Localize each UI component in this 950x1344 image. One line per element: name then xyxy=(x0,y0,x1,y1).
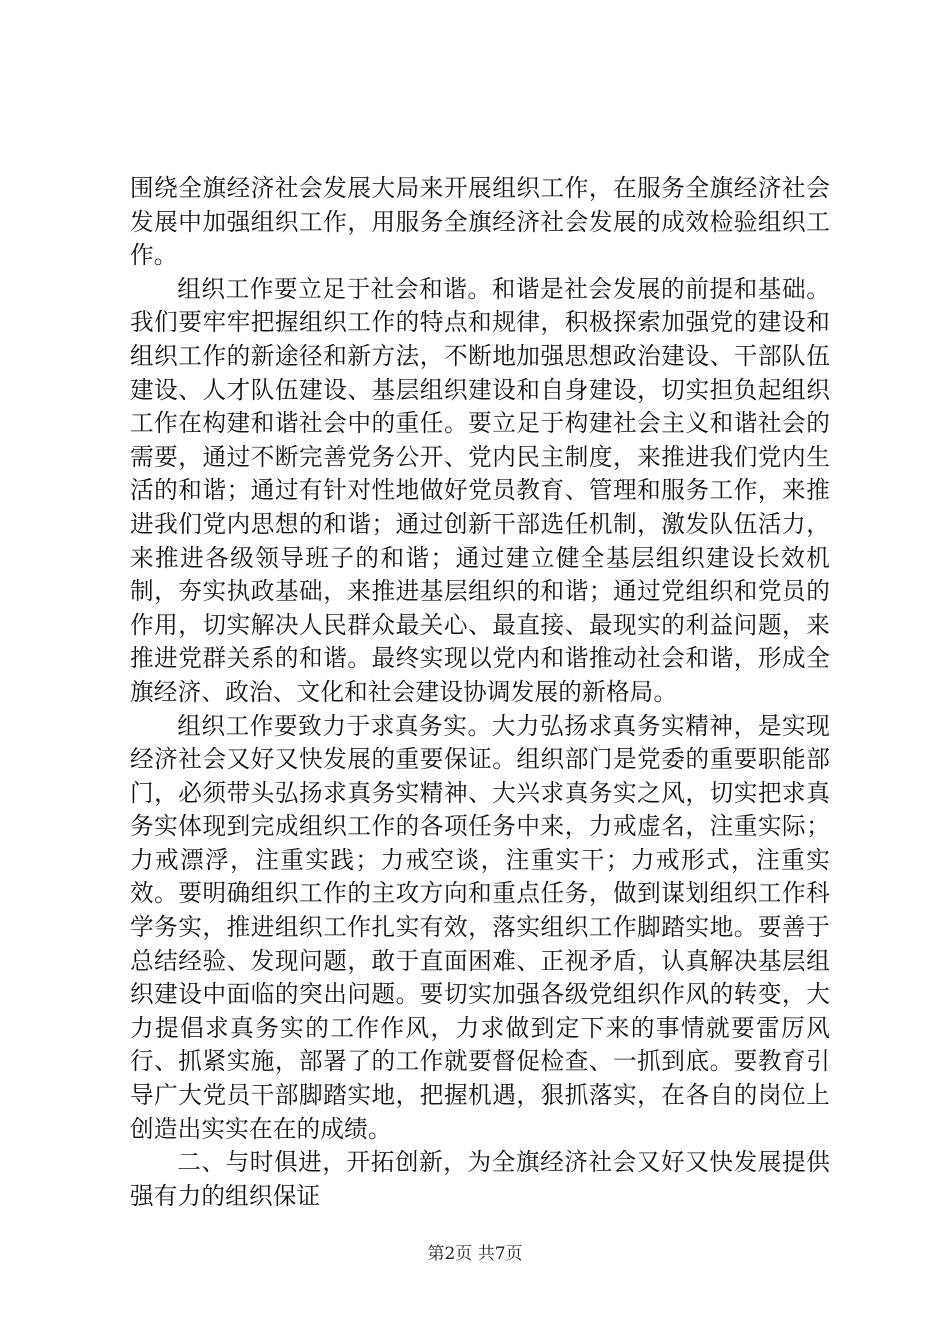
page-number-footer: 第2页 共7页 xyxy=(427,1244,523,1264)
document-body xyxy=(130,172,830,1213)
section-heading-two: 二、与时俱进，开拓创新，为全旗经济社会又好又快发展提供强有力的组织保证 xyxy=(130,1148,830,1210)
paragraph-social-harmony: 组织工作要立足于社会和谐。和谐是社会发展的前提和基础。我们要牢牢把握组织工作的特点和规律，积极探索加强党的建设和组织工作的新途径和新方法，不断地加强思想政治建设、干部队伍建设、人才队伍建设、基层组织建设和自身建设，切实担负起组织工作在构建和谐社会中的重任。要立足于构建社会主义和谐社会的需要，通过不断完善党务公开、党内民主制度，来推进我们党内生活的和谐；通过有针对性地做好党员教育、管理和服务工作，来推进我们党内思想的和谐；通过创新干部选任机制，激发队伍活力，来推进各级领导班子的和谐；通过建立健全基层组织建设长效机制，夯实执政基础，来推进基层组织的和谐；通过党组织和党员的作用，切实解决人民群众最关心、最直接、最现实的利益问题，来推进党群关系的和谐。最终实现以党内和谐推动社会和谐，形成全旗经济、政治、文化和社会建设协调发展的新格局。 xyxy=(130,274,830,706)
paragraph-continuation: 围绕全旗经济社会发展大局来开展组织工作，在服务全旗经济社会发展中加强组织工作，用服务全旗经济社会发展的成效检验组织工作。 xyxy=(130,174,830,270)
paragraph-seek-truth: 组织工作要致力于求真务实。大力弘扬求真务实精神，是实现经济社会又好又快发展的重要保证。组织部门是党委的重要职能部门，必须带头弘扬求真务实精神、大兴求真务实之风，切实把求真务实体现到完成组织工作的各项任务中来，力戒虚名，注重实际；力戒漂浮，注重实践；力戒空谈，注重实干；力戒形式，注重实效。要明确组织工作的主攻方向和重点任务，做到谋划组织工作科学务实，推进组织工作扎实有效，落实组织工作脚踏实地。要善于总结经验、发现问题，敢于直面困难、正视矛盾，认真解决基层组织建设中面临的突出问题。要切实加强各级党组织作风的转变，大力提倡求真务实的工作作风，力求做到定下来的事情就要雷厉风行、抓紧实施，部署了的工作就要督促检查、一抓到底。要教育引导广大党员干部脚踏实地，把握机遇，狠抓落实，在各自的岗位上创造出实实在在的成绩。 xyxy=(130,711,830,1143)
